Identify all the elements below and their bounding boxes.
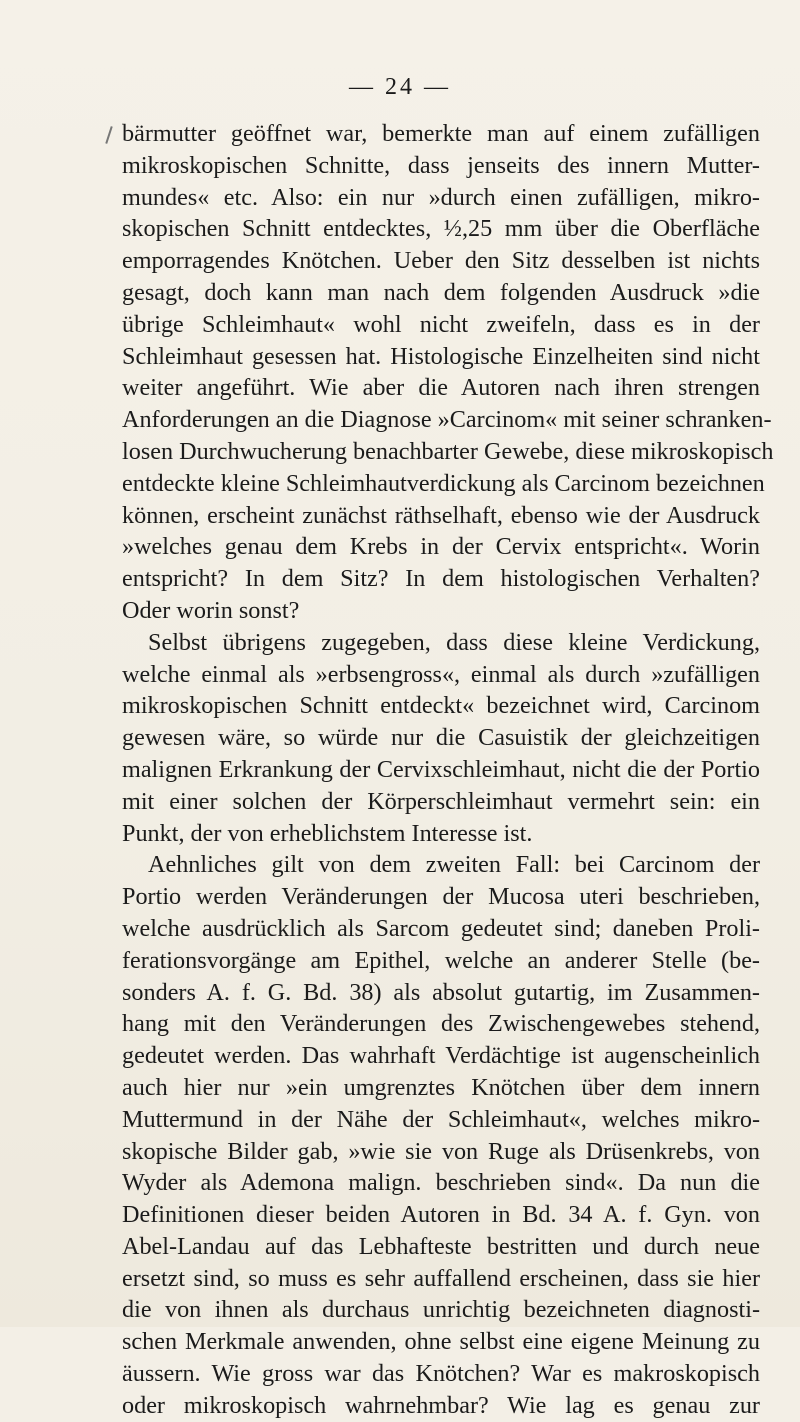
text-line: Muttermund in der Nähe der Schleimhaut«, welches mikro- [122,1105,760,1133]
text-line: Abel-Landau auf das Lebhafteste bestritten und durch neue [122,1232,760,1260]
text-line: weiter angeführt. Wie aber die Autoren nach ihren strengen [122,374,760,402]
text-line: hang mit den Veränderungen des Zwischengewebes stehend, [122,1010,760,1038]
text-line: losen Durchwucherung benachbarter Gewebe, diese mikroskopisch [122,437,774,465]
text-line: sonders A. f. G. Bd. 38) als absolut gutartig, im Zusammen- [122,978,760,1006]
margin-pencil-mark [105,126,112,144]
text-line: äussern. Wie gross war das Knötchen? War es makroskopisch [122,1360,760,1388]
text-line: können, erscheint zunächst räthselhaft, ebenso wie der Ausdruck [122,501,760,529]
text-line: mundes« etc. Also: ein nur »durch einen zufälligen, mikro- [122,183,760,211]
text-line: ferationsvorgänge am Epithel, welche an anderer Stelle (be- [122,946,760,974]
text-line: Selbst übrigens zugegeben, dass diese kleine Verdickung, [148,628,760,656]
text-line: skopischen Schnitt entdecktes, ½,25 mm über die Oberfläche [122,215,760,243]
text-line: die von ihnen als durchaus unrichtig bezeichneten diagnosti- [122,1296,760,1324]
text-line: Schleimhaut gesessen hat. Histologische Einzelheiten sind nicht [122,342,760,370]
text-line: entspricht? In dem Sitz? In dem histologischen Verhalten? [122,565,760,593]
text-line: gesagt, doch kann man nach dem folgenden Ausdruck »die [122,278,760,306]
text-line: Aehnliches gilt von dem zweiten Fall: bei Carcinom der [148,851,760,879]
text-line: mikroskopischen Schnitte, dass jenseits des innern Mutter- [122,151,760,179]
text-line: emporragendes Knötchen. Ueber den Sitz desselben ist nichts [122,247,760,275]
body-text [122,118,774,1422]
text-line: skopische Bilder gab, »wie sie von Ruge als Drüsenkrebs, von [122,1137,760,1165]
text-line: oder mikroskopisch wahrnehmbar? Wie lag es genau zur [122,1391,760,1419]
text-line: bärmutter geöffnet war, bemerkte man auf einem zufälligen [122,120,760,147]
text-line: übrige Schleimhaut« wohl nicht zweifeln, dass es in der [122,310,760,338]
text-line: auch hier nur »ein umgrenztes Knötchen über dem innern [122,1073,760,1101]
text-line: mikroskopischen Schnitt entdeckt« bezeichnet wird, Carcinom [122,692,760,720]
text-line: ersetzt sind, so muss es sehr auffallend erscheinen, dass sie hier [122,1264,760,1292]
text-line: mit einer solchen der Körperschleimhaut vermehrt sein: ein [122,787,760,815]
text-line: Definitionen dieser beiden Autoren in Bd. 34 A. f. Gyn. von [122,1201,760,1229]
text-line: Portio werden Veränderungen der Mucosa uteri beschrieben, [122,883,760,911]
text-line: Oder worin sonst? [122,596,300,624]
text-line: gedeutet werden. Das wahrhaft Verdächtige ist augenscheinlich [122,1042,760,1070]
text-line: Punkt, der von erheblichstem Interesse ist. [122,819,533,847]
text-line: malignen Erkrankung der Cervixschleimhaut, nicht die der Portio [122,755,760,783]
text-line: Wyder als Ademona malign. beschrieben sind«. Da nun die [122,1169,760,1197]
text-line: gewesen wäre, so würde nur die Casuistik der gleichzeitigen [122,724,760,752]
text-line: entdeckte kleine Schleimhautverdickung als Carcinom bezeichnen [122,469,765,497]
text-line: welche ausdrücklich als Sarcom gedeutet sind; daneben Proli- [122,914,760,942]
text-line: »welches genau dem Krebs in der Cervix entspricht«. Worin [122,533,760,561]
text-line: welche einmal als »erbsengross«, einmal als durch »zufälligen [122,660,760,688]
text-line: schen Merkmale anwenden, ohne selbst eine eigene Meinung zu [122,1328,760,1356]
text-line: Anforderungen an die Diagnose »Carcinom« mit seiner schranken- [122,406,772,434]
page-number: — 24 — [349,74,451,100]
